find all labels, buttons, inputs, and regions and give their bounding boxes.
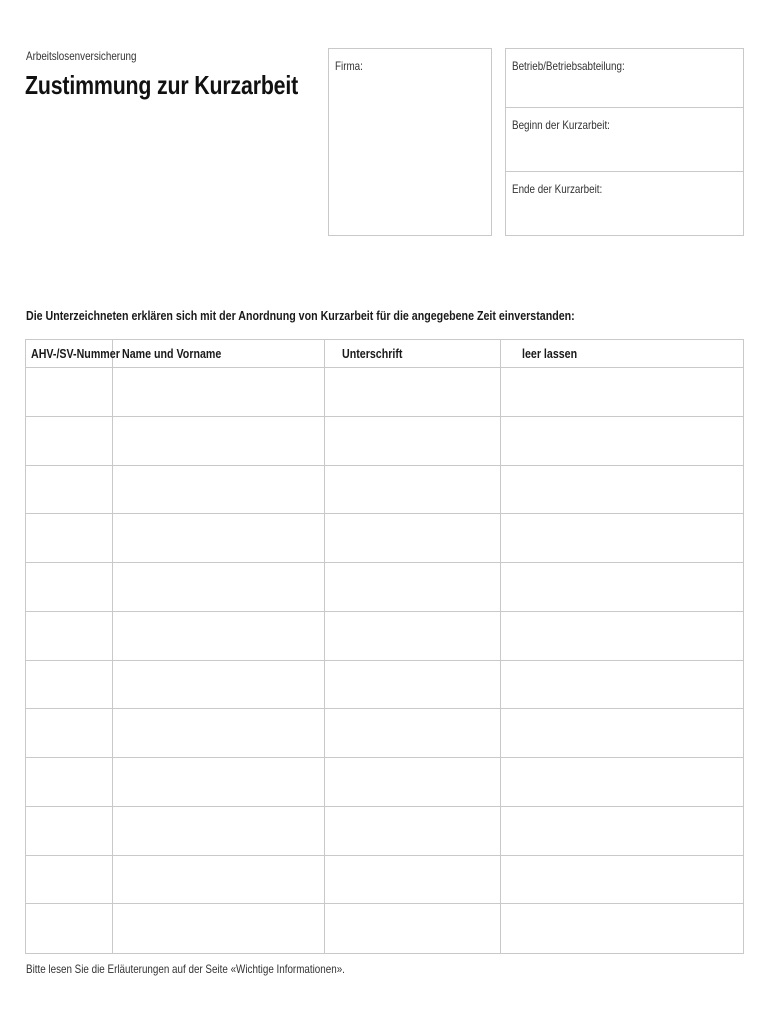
ahv-number-cell[interactable] (26, 514, 112, 562)
leave-blank-cell (500, 563, 743, 611)
ahv-number-cell[interactable] (26, 807, 112, 855)
header-signature: Unterschrift (342, 346, 403, 361)
ahv-number-cell[interactable] (26, 466, 112, 514)
name-cell[interactable] (112, 856, 324, 904)
signature-cell[interactable] (324, 417, 500, 465)
name-cell[interactable] (112, 417, 324, 465)
table-header (26, 340, 743, 368)
leave-blank-cell (500, 514, 743, 562)
name-cell[interactable] (112, 661, 324, 709)
ahv-number-cell[interactable] (26, 417, 112, 465)
table-row (26, 612, 743, 661)
name-cell[interactable] (112, 807, 324, 855)
signature-cell[interactable] (324, 904, 500, 953)
ende-field[interactable] (506, 172, 743, 235)
name-cell[interactable] (112, 612, 324, 660)
name-cell[interactable] (112, 709, 324, 757)
table-row (26, 368, 743, 417)
betrieb-field[interactable] (506, 49, 743, 108)
table-row (26, 758, 743, 807)
ahv-number-cell[interactable] (26, 368, 112, 416)
table-row (26, 514, 743, 563)
signature-cell[interactable] (324, 563, 500, 611)
beginn-label: Beginn der Kurzarbeit: (512, 118, 610, 132)
name-cell[interactable] (112, 368, 324, 416)
ahv-number-cell[interactable] (26, 758, 112, 806)
form-subtitle: Arbeitslosenversicherung (26, 49, 137, 63)
table-row (26, 904, 743, 953)
leave-blank-cell (500, 856, 743, 904)
leave-blank-cell (500, 466, 743, 514)
form-title: Zustimmung zur Kurzarbeit (25, 70, 299, 100)
table-row (26, 661, 743, 710)
signature-cell[interactable] (324, 758, 500, 806)
signature-cell[interactable] (324, 514, 500, 562)
work-period-box (505, 48, 744, 236)
consent-statement: Die Unterzeichneten erklären sich mit der Anordnung von Kurzarbeit für die angegebene Zeit einverstanden: (26, 308, 575, 323)
name-cell[interactable] (112, 563, 324, 611)
header-ahv-number: AHV-/SV-Nummer (31, 346, 120, 361)
signature-cell[interactable] (324, 466, 500, 514)
table-row (26, 709, 743, 758)
name-cell[interactable] (112, 514, 324, 562)
signature-cell[interactable] (324, 612, 500, 660)
header-leave-blank: leer lassen (522, 346, 578, 361)
leave-blank-cell (500, 758, 743, 806)
firma-field[interactable] (328, 48, 492, 236)
signature-cell[interactable] (324, 709, 500, 757)
signature-cell[interactable] (324, 368, 500, 416)
ahv-number-cell[interactable] (26, 563, 112, 611)
betrieb-label: Betrieb/Betriebsabteilung: (512, 59, 625, 73)
leave-blank-cell (500, 368, 743, 416)
table-row (26, 856, 743, 905)
signature-cell[interactable] (324, 661, 500, 709)
name-cell[interactable] (112, 466, 324, 514)
signature-cell[interactable] (324, 856, 500, 904)
ahv-number-cell[interactable] (26, 709, 112, 757)
name-cell[interactable] (112, 758, 324, 806)
leave-blank-cell (500, 709, 743, 757)
header-name: Name und Vorname (122, 346, 222, 361)
ahv-number-cell[interactable] (26, 612, 112, 660)
beginn-field[interactable] (506, 108, 743, 172)
ende-label: Ende der Kurzarbeit: (512, 182, 603, 196)
footer-note: Bitte lesen Sie die Erläuterungen auf der Seite «Wichtige Informationen». (26, 962, 345, 976)
ahv-number-cell[interactable] (26, 904, 112, 953)
leave-blank-cell (500, 612, 743, 660)
name-cell[interactable] (112, 904, 324, 953)
signature-table (25, 339, 744, 954)
ahv-number-cell[interactable] (26, 856, 112, 904)
ahv-number-cell[interactable] (26, 661, 112, 709)
table-row (26, 417, 743, 466)
table-body (26, 368, 743, 953)
leave-blank-cell (500, 417, 743, 465)
table-row (26, 466, 743, 515)
firma-label: Firma: (335, 59, 363, 73)
leave-blank-cell (500, 661, 743, 709)
leave-blank-cell (500, 807, 743, 855)
signature-cell[interactable] (324, 807, 500, 855)
table-row (26, 563, 743, 612)
leave-blank-cell (500, 904, 743, 953)
table-row (26, 807, 743, 856)
